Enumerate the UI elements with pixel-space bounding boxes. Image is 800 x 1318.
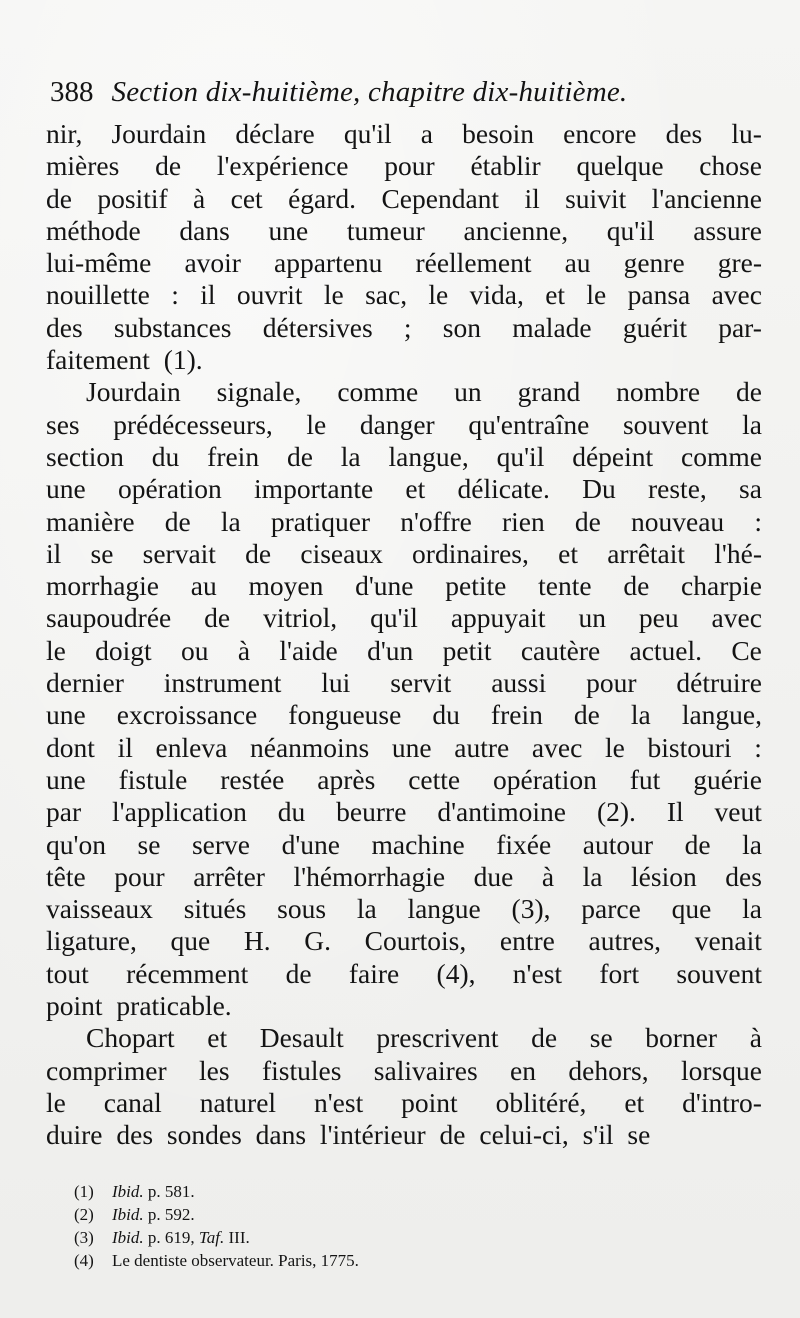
text-line: nir, Jourdain déclare qu'il a besoin encore des lu- <box>46 118 762 149</box>
footnote-text: Le dentiste observateur. Paris, 1775. <box>112 1251 359 1270</box>
footnote-ref: Taf. <box>198 1228 225 1247</box>
text-line: il se servait de ciseaux ordinaires, et arrêtait l'hé- <box>46 537 762 569</box>
footnote-marker: (3) <box>74 1228 94 1247</box>
footnote-ref: Ibid. <box>112 1228 148 1247</box>
footnote-text: p. 581. <box>147 1182 195 1201</box>
footnote <box>74 1249 674 1272</box>
body-text <box>46 118 762 1152</box>
footnote-marker: (4) <box>74 1251 94 1270</box>
text-line: des substances détersives ; son malade guérit par- <box>46 311 762 343</box>
footnote-text: p. 619, <box>147 1228 199 1247</box>
footnote-marker: (1) <box>74 1182 94 1201</box>
footnote-marker: (2) <box>74 1205 94 1224</box>
text-line: tête pour arrêter l'hémorrhagie due à la lésion des <box>46 860 762 892</box>
footnote <box>74 1226 674 1249</box>
page-number: 388 <box>50 76 94 108</box>
text-line: lui-même avoir appartenu réellement au genre gre- <box>46 247 762 279</box>
text-line: morrhagie au moyen d'une petite tente de charpie <box>46 570 762 602</box>
footnote-text: p. 592. <box>147 1205 195 1224</box>
text-line: ses prédécesseurs, le danger qu'entraîne souvent la <box>46 408 762 440</box>
text-line: mières de l'expérience pour établir quelque chose <box>46 150 762 182</box>
footnote-ref: Ibid. <box>112 1205 148 1224</box>
text-line: ligature, que H. G. Courtois, entre autres, venait <box>46 925 762 957</box>
text-line: comprimer les fistules salivaires en dehors, lorsque <box>46 1054 762 1086</box>
footnote-text: III. <box>224 1228 250 1247</box>
text-line: vaisseaux situés sous la langue (3), parce que la <box>46 893 762 925</box>
footnote-ref: Ibid. <box>112 1182 148 1201</box>
footnote <box>74 1203 674 1226</box>
text-line: une excroissance fongueuse du frein de la langue, <box>46 699 762 731</box>
text-line: faitement (1). <box>46 344 203 376</box>
text-line: point praticable. <box>46 990 232 1022</box>
text-line: nouillette : il ouvrit le sac, le vida, et le pansa avec <box>46 279 762 311</box>
text-line: manière de la pratiquer n'offre rien de nouveau : <box>46 505 762 537</box>
text-line: dont il enleva néanmoins une autre avec le bistouri : <box>46 731 762 763</box>
footnotes <box>74 1180 674 1272</box>
text-line: saupoudrée de vitriol, qu'il appuyait un peu avec <box>46 602 762 634</box>
text-line: une fistule restée après cette opération fut guérie <box>46 763 762 795</box>
text-line: Chopart et Desault prescrivent de se borner à <box>86 1022 762 1054</box>
text-line: Jourdain signale, comme un grand nombre de <box>86 376 762 408</box>
text-line: le doigt ou à l'aide d'un petit cautère actuel. Ce <box>46 634 762 666</box>
text-line: section du frein de la langue, qu'il dépeint comme <box>46 440 762 472</box>
footnote <box>74 1180 674 1203</box>
text-line: qu'on se serve d'une machine fixée autour de la <box>46 828 762 860</box>
text-line: duire des sondes dans l'intérieur de celui-ci, s'il se <box>46 1119 651 1151</box>
text-line: dernier instrument lui servit aussi pour détruire <box>46 667 762 699</box>
running-header <box>50 76 762 116</box>
text-line: le canal naturel n'est point oblitéré, et d'intro- <box>46 1086 762 1118</box>
text-line: méthode dans une tumeur ancienne, qu'il assure <box>46 214 762 246</box>
text-line: de positif à cet égard. Cependant il suivit l'ancienne <box>46 182 762 214</box>
running-title: Section dix-huitième, chapitre dix-huitième. <box>111 76 628 108</box>
text-line: par l'application du beurre d'antimoine (2). Il veut <box>46 796 762 828</box>
text-line: une opération importante et délicate. Du reste, sa <box>46 473 762 505</box>
text-line: tout récemment de faire (4), n'est fort souvent <box>46 957 762 989</box>
